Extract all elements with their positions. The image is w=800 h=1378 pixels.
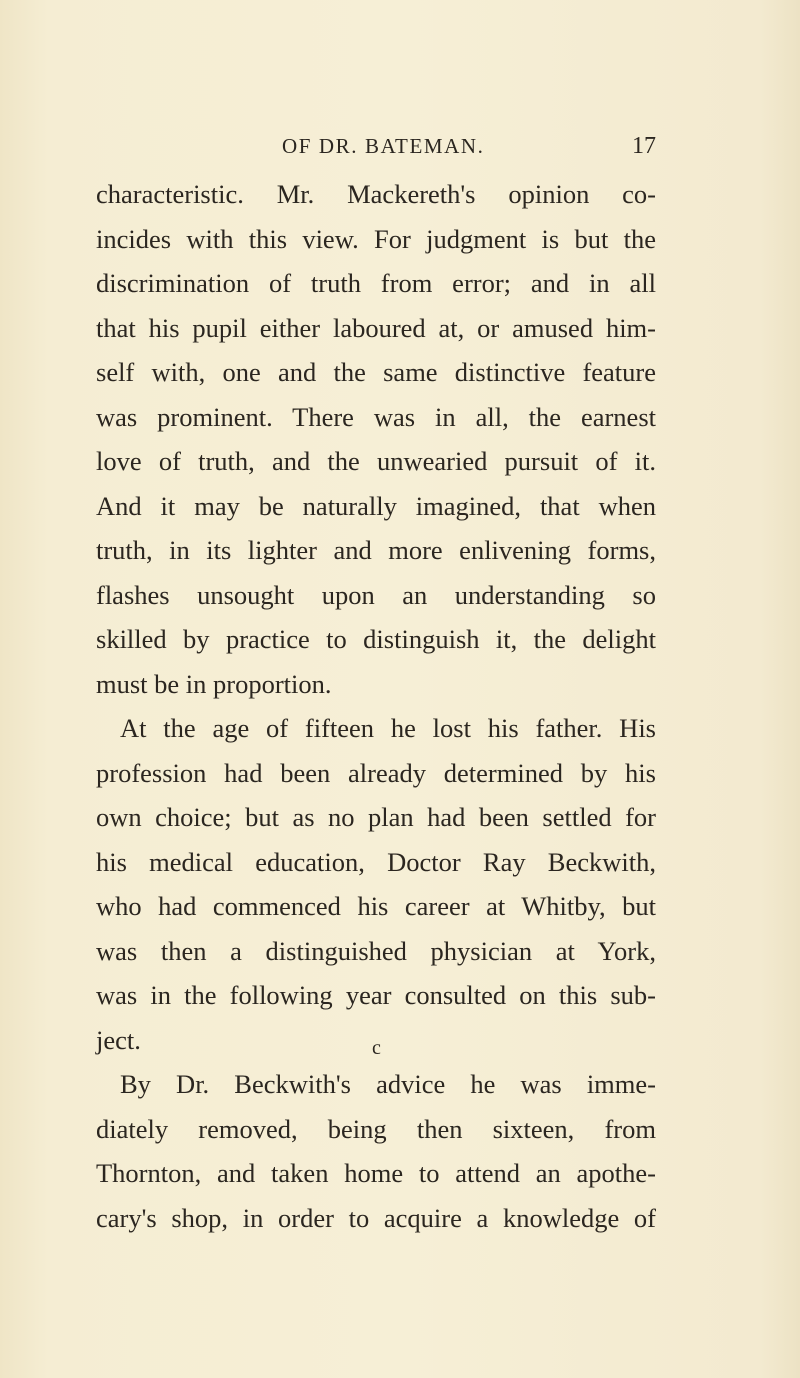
- text-line: was prominent. There was in all, the earnest: [96, 401, 656, 432]
- text-line: love of truth, and the unwearied pursuit of it.: [96, 446, 656, 476]
- text-line: By Dr. Beckwith's advice he was imme-: [120, 1069, 656, 1099]
- text-line: At the age of fifteen he lost his father. His: [120, 713, 656, 743]
- text-line: was in the following year consulted on this sub-: [96, 980, 656, 1010]
- text-line: diately removed, being then sixteen, from: [96, 1113, 656, 1144]
- text-line: characteristic. Mr. Mackereth's opinion co-: [96, 179, 656, 209]
- text-line: that his pupil either laboured at, or amused him-: [96, 312, 656, 343]
- body-text: [96, 172, 656, 1240]
- text-line: his medical education, Doctor Ray Beckwith,: [96, 846, 656, 877]
- text-line: truth, in its lighter and more enlivening forms,: [96, 535, 656, 565]
- text-line: Thornton, and taken home to attend an apothe-: [96, 1158, 656, 1188]
- text-line: cary's shop, in order to acquire a knowledge of: [96, 1202, 656, 1233]
- text-line: ject.: [96, 1024, 141, 1055]
- text-line: was then a distinguished physician at York,: [96, 935, 656, 966]
- text-line: self with, one and the same distinctive feature: [96, 357, 656, 387]
- running-head: [0, 131, 800, 161]
- text-line: discrimination of truth from error; and in all: [96, 268, 656, 298]
- text-line: And it may be naturally imagined, that when: [96, 490, 656, 521]
- text-line: must be in proportion.: [96, 668, 332, 699]
- text-line: who had commenced his career at Whitby, but: [96, 891, 656, 921]
- text-line: own choice; but as no plan had been settled for: [96, 802, 656, 832]
- text-line: incides with this view. For judgment is but the: [96, 223, 656, 254]
- text-line: profession had been already determined by his: [96, 757, 656, 788]
- signature-mark: c: [372, 1037, 381, 1059]
- page-number: 17: [632, 133, 656, 159]
- text-line: flashes unsought upon an understanding so: [96, 579, 656, 610]
- text-line: skilled by practice to distinguish it, the delight: [96, 624, 656, 654]
- running-head-title: OF DR. BATEMAN.: [282, 134, 485, 158]
